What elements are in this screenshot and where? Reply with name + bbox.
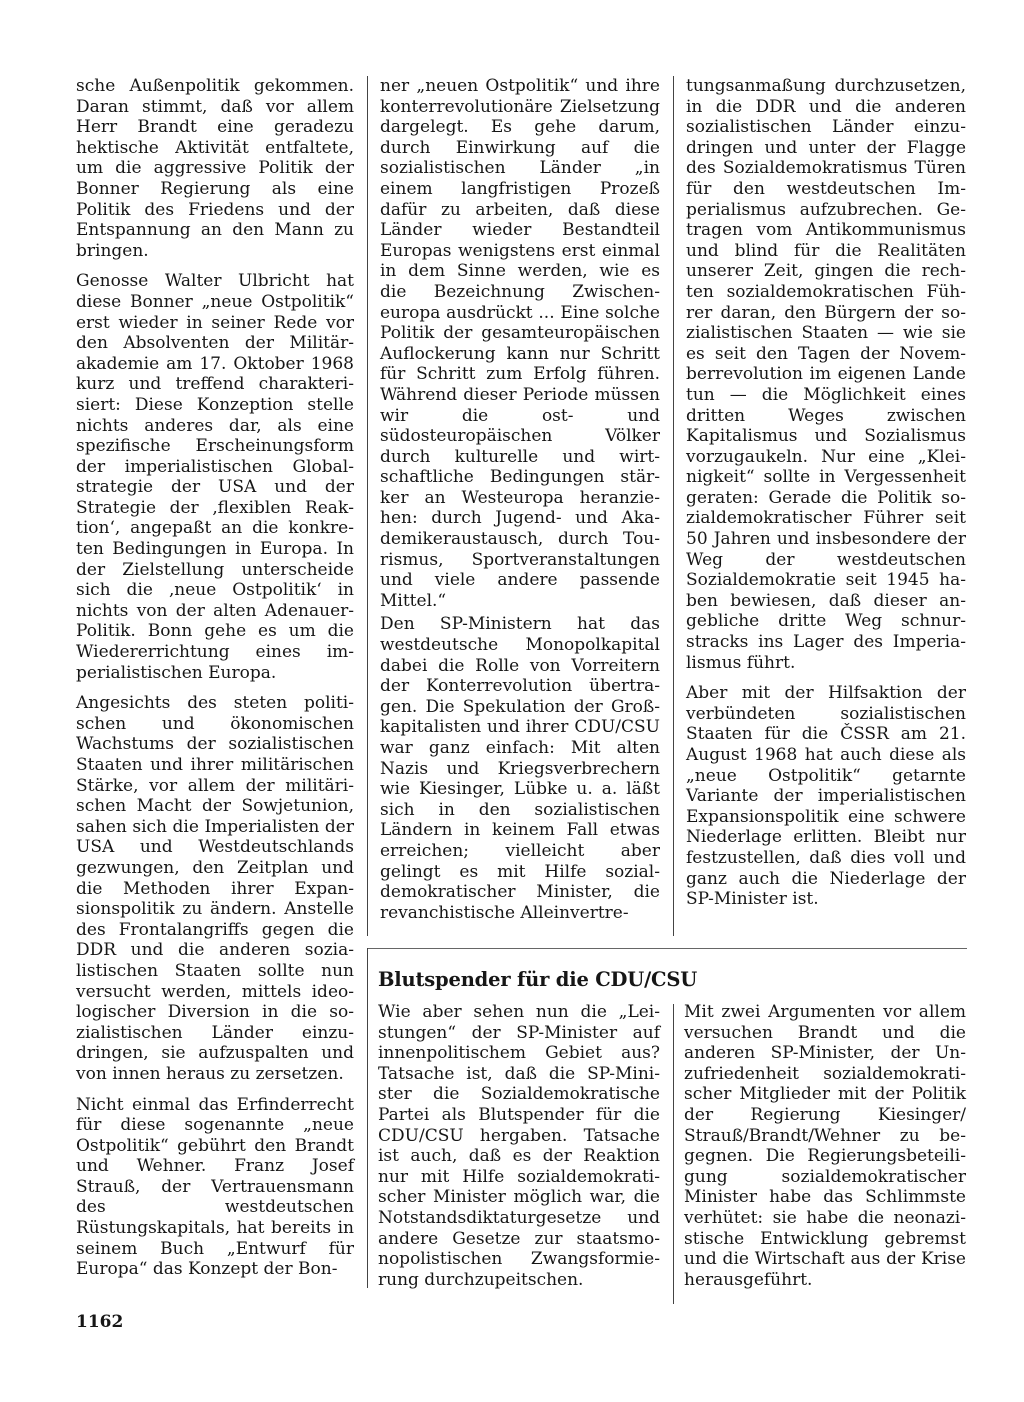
column-2 [380,76,660,933]
column-3 [686,76,966,920]
paragraph: Aber mit der Hilfsaktion der verbündeten sozialistischen Staaten für die ČSSR am 21. August 1968 hat auch diese als „neue Ostpolitik“ getarnte Variante der imperialistischen Expansionspolitik eine schwere Niederlage erlitten. Bleibt nur festzustellen, daß dies voll und ganz auch die Niederlage der SP-Minister ist. [686,683,966,910]
paragraph: Den SP-Ministern hat das westdeutsche Monopolkapital dabei die Rolle von Vorreitern der Konterrevolution übertragen. Die Spekulation der Großkapitalisten und ihrer CDU/CSU war ganz einfach: Mit alten Nazis und Kriegsverbrechern wie Kiesinger, Lübke u. a. läßt sich in den sozialistischen Ländern in keinem Fall etwas erreichen; vielleicht aber gelingt es mit Hilfe sozialdemokratischer Minister, die revanchistische Alleinvertre- [380,614,660,923]
column-2-lower [378,1002,660,1300]
column-1 [76,76,354,1290]
paragraph: Genosse Walter Ulbricht hat diese Bonner „neue Ostpolitik“ erst wieder in seiner Rede vor den Absolventen der Militärakademie am 17. Oktober 1968 kurz und treffend charakterisiert: Diese Konzeption stelle nichts anderes dar, als eine spezifische Erscheinungsform der imperialistischen Globalstrategie der USA und der Strategie der ‚flexiblen Reaktion‘, angepaßt an die konkreten Bedingungen in Europa. In der Zielstellung unterscheide sich die ‚neue Ostpolitik‘ in nichts von der alten Adenauer-Politik. Bonn gehe es um die Wiedererrichtung eines imperialistischen Europa. [76,271,354,683]
column-rule [673,76,674,936]
paragraph: tungsanmaßung durchzusetzen, in die DDR und die anderen sozialistischen Länder einzudringen und unter der Flagge des Sozialdemokratismus Türen für den westdeutschen Imperialismus aufzubrechen. Getragen vom Antikommunismus und blind für die Realitäten unserer Zeit, gingen die rechten sozialdemokratischen Führer daran, den Bürgern der sozialistischen Staaten — wie sie es seit den Tagen der Novemberrevolution im eigenen Lande tun — die Möglichkeit eines dritten Weges zwischen Kapitalismus und Sozialismus vorzugaukeln. Nur eine „Kleinigkeit“ sollte in Vergessenheit geraten: Gerade die Politik sozialdemokratischer Führer seit 50 Jahren und insbesondere der Weg der westdeutschen Sozialdemokratie seit 1945 haben bewiesen, daß dieser angebliche dritte Weg schnurstracks ins Lager des Imperialismus führt. [686,76,966,673]
page-number: 1162 [76,1312,124,1332]
paragraph: Nicht einmal das Erfinderrecht für diese sogenannte „neue Ostpolitik“ gebührt den Brandt und Wehner. Franz Josef Strauß, der Vertrauensmann des westdeutschen Rüstungskapitals, hat bereits in seinem Buch „Entwurf für Europa“ das Konzept der Bon- [76,1094,354,1280]
paragraph: Angesichts des steten politischen und ökonomischen Wachstums der sozialistischen Staaten und ihrer militärischen Stärke, vor allem der militärischen Macht der Sowjetunion, sahen sich die Imperialisten der USA und Westdeutschlands gezwungen, den Zeitplan und die Methoden ihrer Expansionspolitik zu ändern. Anstelle des Frontalangriffs gegen die DDR und die anderen sozialistischen Staaten sollte nun versucht werden, mittels ideologischer Diversion in die sozialistischen Länder einzudringen, sie aufzuspalten und von innen heraus zu zersetzen. [76,693,354,1084]
paragraph: Mit zwei Argumenten vor allem versuchen Brandt und die anderen SP-Minister, der Unzufriedenheit sozialdemokratischer Mitglieder mit der Politik der Regierung Kiesinger/ Strauß/Brandt/Wehner zu begegnen. Die Regierungsbeteiligung sozialdemokratischer Minister habe das Schlimmste verhütet: sie habe die neonazistische Entwicklung gebremst und die Wirtschaft aus der Krise herausgeführt. [684,1002,966,1290]
paragraph: ner „neuen Ostpolitik“ und ihre konterrevolutionäre Zielsetzung dargelegt. Es gehe darum, durch Einwirkung auf die sozialistischen Länder „in einem langfristigen Prozeß dafür zu arbeiten, daß diese Länder wieder Bestandteil Europas wenigstens erst einmal in dem Sinne werden, wie es die Bezeichnung Zwischeneuropa ausdrückt ... Eine solche Politik der gesamteuropäischen Auflockerung kann nur Schritt für Schritt zum Erfolg führen. Während dieser Periode müssen wir die ost- und südosteuropäischen Völker durch kulturelle und wirtschaftliche Bedingungen stärker an Westeuropa heranziehen: durch Jugend- und Akademikeraustausch, durch Tourismus, Sportveranstaltungen und viele andere passende Mittel.“ [380,76,660,611]
section-rule [367,948,967,949]
column-rule [367,948,368,1288]
column-rule [673,1004,674,1304]
paragraph: sche Außenpolitik gekommen. Daran stimmt, daß vor allem Herr Brandt eine geradezu hektische Aktivität entfaltete, um die aggressive Politik der Bonner Regierung als eine Politik des Friedens und der Entspannung an den Mann zu bringen. [76,76,354,261]
column-rule [367,76,368,936]
column-3-lower [684,1002,966,1300]
paragraph: Wie aber sehen nun die „Leistungen“ der SP-Minister auf innenpolitischem Gebiet aus? Tatsache ist, daß die SP-Minister die Sozialdemokratische Partei als Blutspender für die CDU/CSU hergaben. Tatsache ist auch, daß es der Reaktion nur mit Hilfe sozialdemokratischer Minister möglich war, die Notstandsdiktaturgesetze und andere Gesetze zur staatsmonopolistischen Zwangsformierung durchzupeitschen. [378,1002,660,1290]
section-heading: Blutspender für die CDU/CSU [378,968,698,991]
